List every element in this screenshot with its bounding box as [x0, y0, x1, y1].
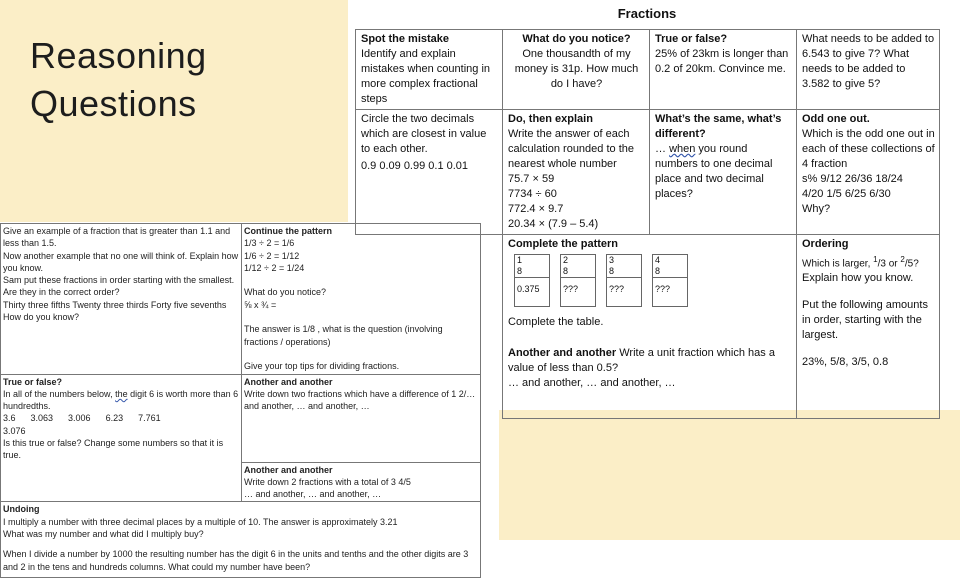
doexplain-title: Do, then explain [508, 113, 593, 125]
ordering-or: or [885, 258, 901, 270]
another-title: Another and another [508, 347, 617, 359]
lower-continue-cell [242, 224, 481, 375]
pattern-complete-text: Complete the table. [508, 316, 604, 328]
pattern-cell: 3 8 [607, 255, 642, 278]
lower-tf-end: Is this true or false? Change some numbers so that it is true. [3, 438, 224, 461]
pattern-cell: ??? [561, 278, 596, 307]
pattern-table [514, 254, 688, 307]
calc-item: 20.34 × (7.9 – 5.4) [508, 218, 599, 230]
added-body: What needs to be added to 6.543 to give 7? What needs to be added to 3.582 to give 5? [802, 33, 935, 90]
lower-tf-nums2: 3.076 [3, 425, 26, 436]
notice-body: One thousandth of my money is 31p. How much do I have? [514, 48, 639, 90]
same-when: when [669, 143, 696, 155]
lower-tf-body [3, 388, 239, 413]
ordering-q-suffix: ? [913, 258, 919, 270]
calc-item: 7734 ÷ 60 [508, 188, 557, 200]
undoing-q2: When I divide a number by 1000 the resulting number has the digit 6 in the units and tenths and the other digits are 3 and 2 in the tens and hundreds columns. What could my number have been? [3, 549, 469, 572]
pattern-cell: 0.375 [515, 278, 550, 307]
cell-same-different [650, 110, 797, 235]
pattern-cell: 4 8 [653, 255, 688, 278]
another2-title: Another and another [244, 464, 333, 475]
ordering-question [802, 252, 935, 271]
ordering-title: Ordering [802, 238, 849, 250]
notice-title: What do you notice? [522, 33, 631, 45]
pattern-cell: 2 8 [561, 255, 596, 278]
cell-complete-pattern [503, 235, 797, 419]
cell-ordering [797, 235, 940, 419]
calc-item: 772.4 × 9.7 [508, 203, 564, 215]
pattern-gap [596, 255, 607, 278]
another1-title: Another and another [244, 376, 333, 387]
same-prefix: … [655, 143, 670, 155]
calc-item: 75.7 × 59 [508, 173, 555, 185]
lower-another2-cell [242, 462, 481, 502]
ordering-f2-den: /5 [904, 258, 914, 270]
pattern-gap [642, 278, 653, 307]
continue-lines: 1/3 ÷ 2 = 1/6 1/6 ÷ 2 = 1/12 1/12 ÷ 2 = 1/24 What do you notice? ⅝ x ¾ = The answer is 1/8 , what is the question (involving fractions / operations) Give your top tips for dividing fractions. [244, 238, 443, 372]
pattern-title: Complete the pattern [508, 238, 619, 250]
beige-panel-bottom-right [499, 410, 960, 540]
same-body: you round numbers to one decimal place and two decimal places? [655, 143, 773, 200]
cell-do-explain [503, 110, 650, 235]
pattern-gap [550, 255, 561, 278]
ordering-amounts: 23%, 5/8, 3/5, 0.8 [802, 356, 889, 369]
oddone-row: s% 9/12 26/36 18/24 [802, 173, 903, 185]
spot-body: Identify and explain mistakes when counting in more complex fractional steps [361, 48, 491, 105]
lower-tf-body-a: In all of the numbers below, [3, 388, 116, 399]
slide-title: Reasoning Questions [30, 35, 207, 124]
cell-what-notice [503, 30, 650, 110]
lower-tf-title: True or false? [3, 376, 63, 387]
another1-body: Write down two fractions which have a difference of 1 2/… and another, … and another, … [244, 388, 476, 412]
ordering-explain: Explain how you know. [802, 272, 914, 285]
pattern-gap [642, 255, 653, 278]
pattern-cell: ??? [607, 278, 642, 307]
tf-title: True or false? [655, 33, 728, 45]
lower-tf-squig: the [115, 388, 128, 399]
tf-body: 25% of 23km is longer than 0.2 of 20km. Convince me. [655, 48, 789, 75]
pattern-gap [550, 278, 561, 307]
continue-title: Continue the pattern [244, 226, 332, 236]
oddone-row: 4/20 1/5 6/25 6/30 [802, 188, 891, 200]
pattern-cell: ??? [653, 278, 688, 307]
lower-example-cell: Give an example of a fraction that is greater than 1.1 and less than 1.5. Now another example that no one will think of. Explain how you know. Sam put these fractions in order starting with the smallest. Are they in the correct order? Thirty three fifths Twenty three thirds Forty five sevenths How do you know? [1, 224, 242, 375]
another2-body: Write down 2 fractions with a total of 3 4/5 … and another, … and another, … [244, 476, 411, 500]
cell-spot-mistake [356, 30, 503, 110]
same-title: What’s the same, what’s different? [655, 113, 782, 140]
circle-body: Circle the two decimals which are closest in value to each other. [361, 113, 487, 155]
ordering-q-prefix: Which is larger, [802, 258, 874, 270]
spot-title: Spot the mistake [361, 33, 450, 45]
cell-odd-one-out [797, 110, 940, 235]
circle-numbers: 0.9 0.09 0.99 0.1 0.01 [361, 160, 469, 172]
lower-truefalse-cell [1, 374, 242, 502]
doexplain-body: Write the answer of each calculation rounded to the nearest whole number [508, 128, 634, 170]
cell-true-false [650, 30, 797, 110]
lower-tf-body-b: digit 6 is worth more than 6 hundredths. [3, 388, 239, 412]
cell-what-added [797, 30, 940, 110]
another-body: Write a unit fraction which has a value of less than 0.5? [508, 347, 775, 374]
lower-another1-cell [242, 374, 481, 462]
another-more: … and another, … and another, … [508, 377, 676, 389]
ordering-f1-den: /3 [877, 258, 886, 270]
undoing-title: Undoing [3, 504, 40, 515]
another-wrap [508, 346, 792, 376]
oddone-why: Why? [802, 203, 831, 215]
undoing-q1: I multiply a number with three decimal places by a multiple of 10. The answer is approximately 3.21 What was my number and what did I multiply buy? [3, 516, 398, 540]
lower-tf-nums1: 3.6 3.063 3.006 6.23 7.761 [3, 413, 161, 424]
oddone-title: Odd one out. [802, 113, 870, 125]
lower-worksheet [0, 223, 481, 578]
oddone-body: Which is the odd one out in each of these collections of 4 fraction [802, 128, 935, 170]
ordering-put: Put the following amounts in order, starting with the largest. [802, 299, 928, 342]
pattern-cell: 1 8 [515, 255, 550, 278]
pattern-gap [596, 278, 607, 307]
same-body-wrap [655, 142, 792, 202]
doc-heading: Fractions [617, 6, 677, 21]
ordering-f2-num: 2 [900, 255, 905, 264]
ordering-f1-num: 1 [873, 255, 878, 264]
cell-circle-decimals [356, 110, 503, 235]
